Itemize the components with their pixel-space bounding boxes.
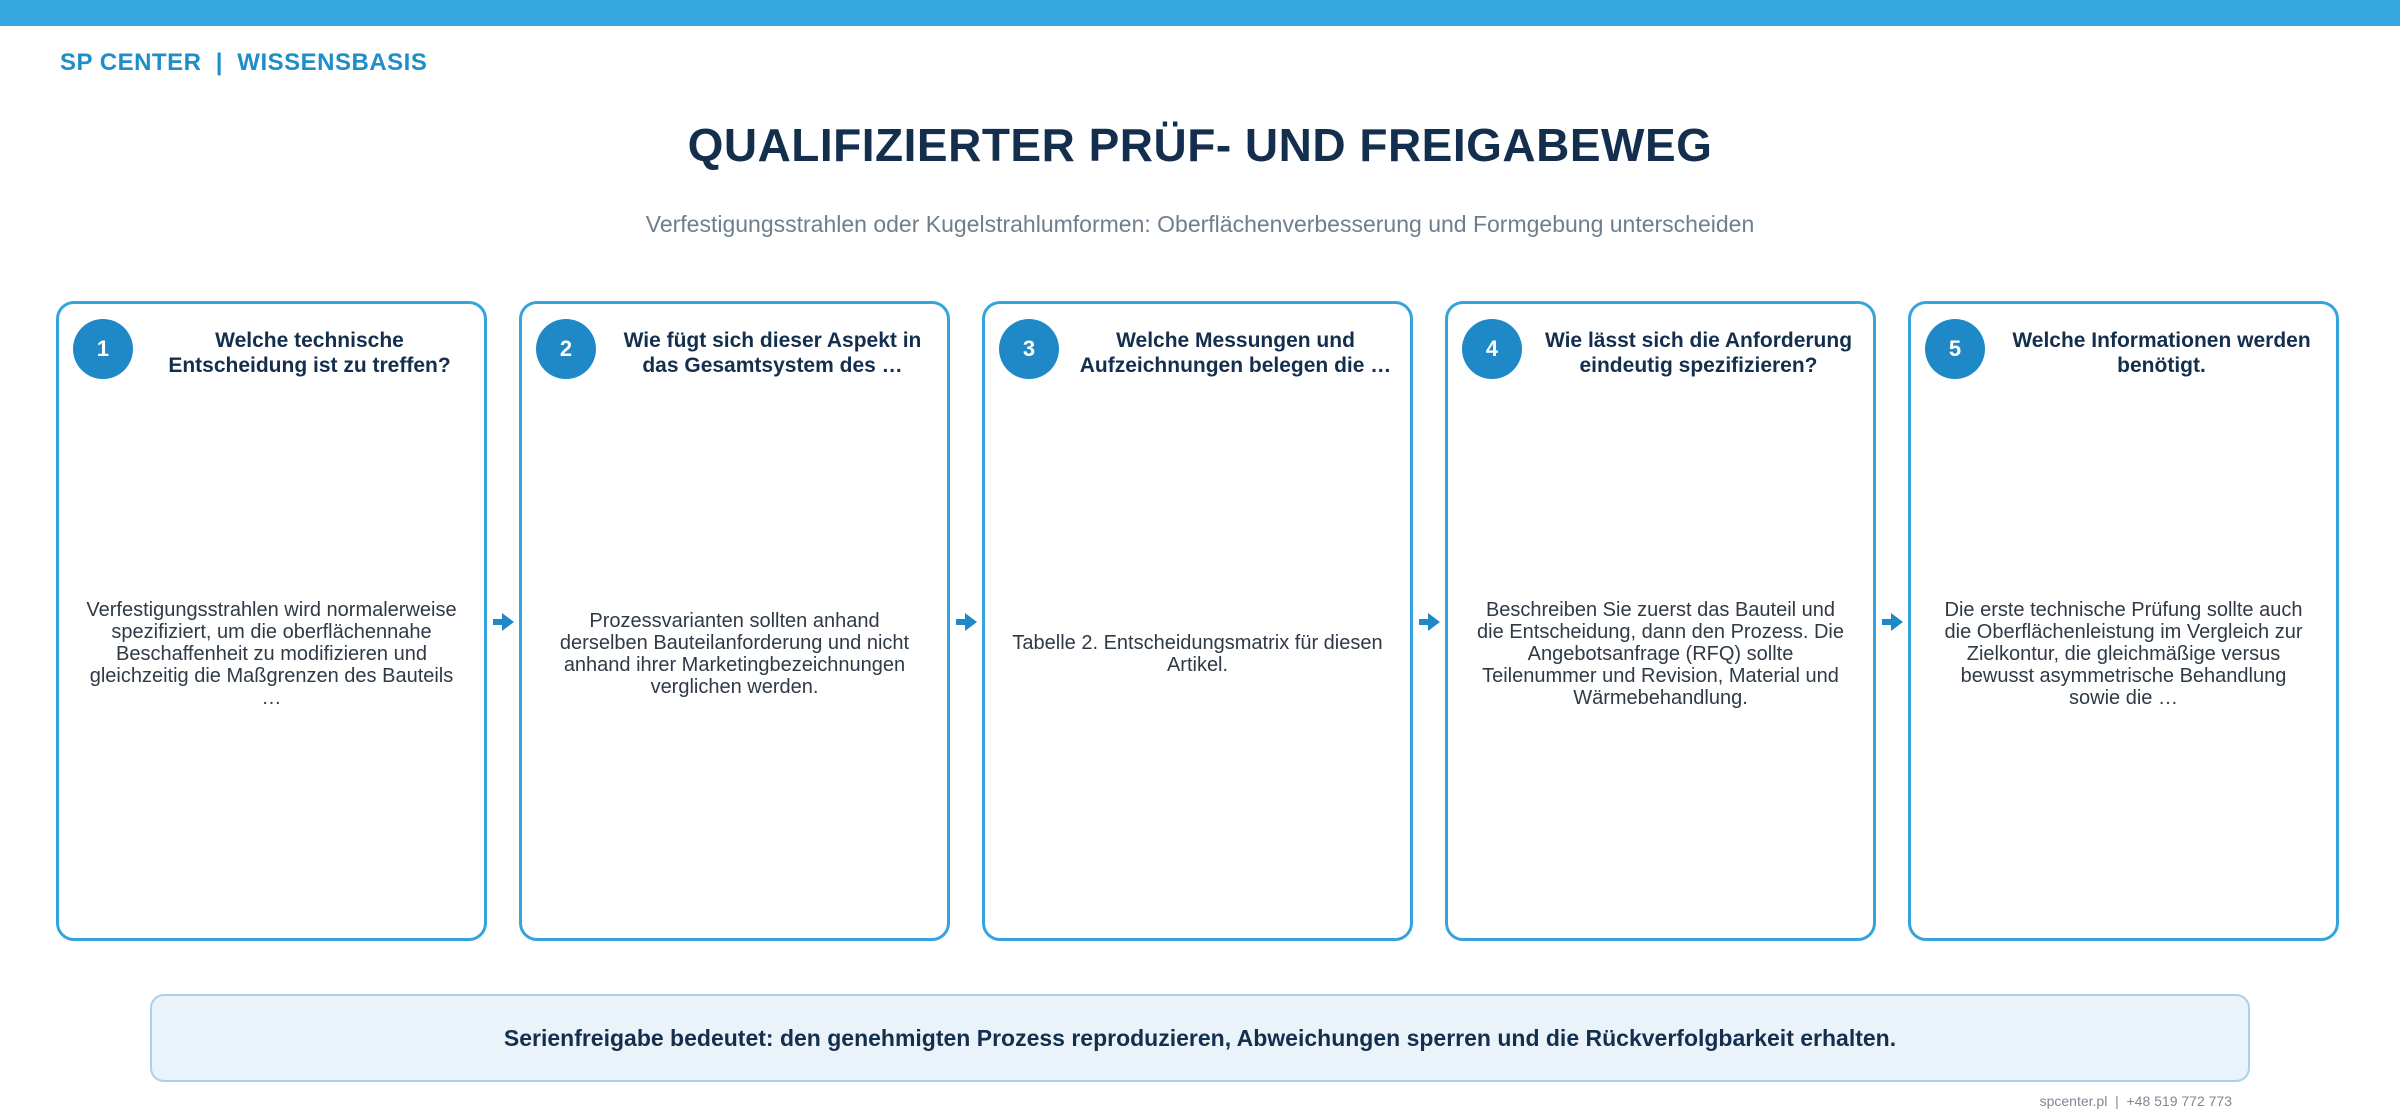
step-body [81, 399, 462, 908]
summary-note-text: Serienfreigabe bedeutet: den genehmigten Prozess reproduzieren, Abweichungen sperren und die Rückverfolgbarkeit erhalten. [503, 1024, 1897, 1051]
step-title: Wie lässt sich die Anforderung eindeutig spezifizieren? [1544, 329, 1853, 377]
step-body-text: Verfestigungsstrahlen wird normalerweise spezifiziert, um die oberflächennahe Beschaffenheit zu modifizieren und gleichzeitig die Maßgrenzen des Bauteils … [86, 598, 457, 709]
summary-note-box [150, 994, 2250, 1082]
step-body-text: Tabelle 2. Entscheidungsmatrix für diesen Artikel. [1012, 631, 1383, 676]
step-body-text: Beschreiben Sie zuerst das Bauteil und die Entscheidung, dann den Prozess. Die Angebotsanfrage (RFQ) sollte Teilenummer und Revision, Material und Wärmebehandlung. [1477, 598, 1844, 709]
contact-info: spcenter.pl | +48 519 772 773 [2039, 1093, 2232, 1109]
step-card-5 [1908, 301, 2339, 941]
page-subtitle: Verfestigungsstrahlen oder Kugelstrahlumformen: Oberflächenverbesserung und Formgebung unterscheiden [645, 211, 1755, 237]
brand-label: SP CENTER | WISSENSBASIS [60, 49, 428, 76]
top-accent-bar [0, 0, 2400, 26]
arrow-right-icon [956, 611, 978, 633]
step-number-badge: 1 [73, 319, 133, 379]
step-body-text: Die erste technische Prüfung sollte auch die Oberflächenleistung im Vergleich zur Zielkontur, die gleichmäßige versus bewusst asymmetrische Behandlung sowie die … [1944, 598, 2303, 709]
step-number-badge: 3 [999, 319, 1059, 379]
step-number-badge: 4 [1462, 319, 1522, 379]
step-body [1007, 399, 1388, 908]
step-body [544, 399, 925, 908]
step-body-text: Prozessvarianten sollten anhand derselben Bauteilanforderung und nicht anhand ihrer Marketingbezeichnungen verglichen werden. [559, 609, 910, 698]
arrow-right-icon [1419, 611, 1441, 633]
step-body [1470, 399, 1851, 908]
step-title: Welche Informationen werden benötigt. [2012, 329, 2311, 377]
step-card-2 [519, 301, 950, 941]
step-card-3 [982, 301, 1413, 941]
step-body [1933, 399, 2314, 908]
step-number-badge: 2 [536, 319, 596, 379]
step-title: Welche technische Entscheidung ist zu treffen? [168, 329, 451, 377]
step-card-1 [56, 301, 487, 941]
arrow-right-icon [493, 611, 515, 633]
step-number-badge: 5 [1925, 319, 1985, 379]
arrow-right-icon [1882, 611, 1904, 633]
step-title: Wie fügt sich dieser Aspekt in das Gesamtsystem des … [623, 329, 922, 377]
step-title: Welche Messungen und Aufzeichnungen belegen die … [1079, 329, 1392, 377]
step-card-4 [1445, 301, 1876, 941]
page-title: QUALIFIZIERTER PRÜF- UND FREIGABEWEG [687, 119, 1713, 171]
